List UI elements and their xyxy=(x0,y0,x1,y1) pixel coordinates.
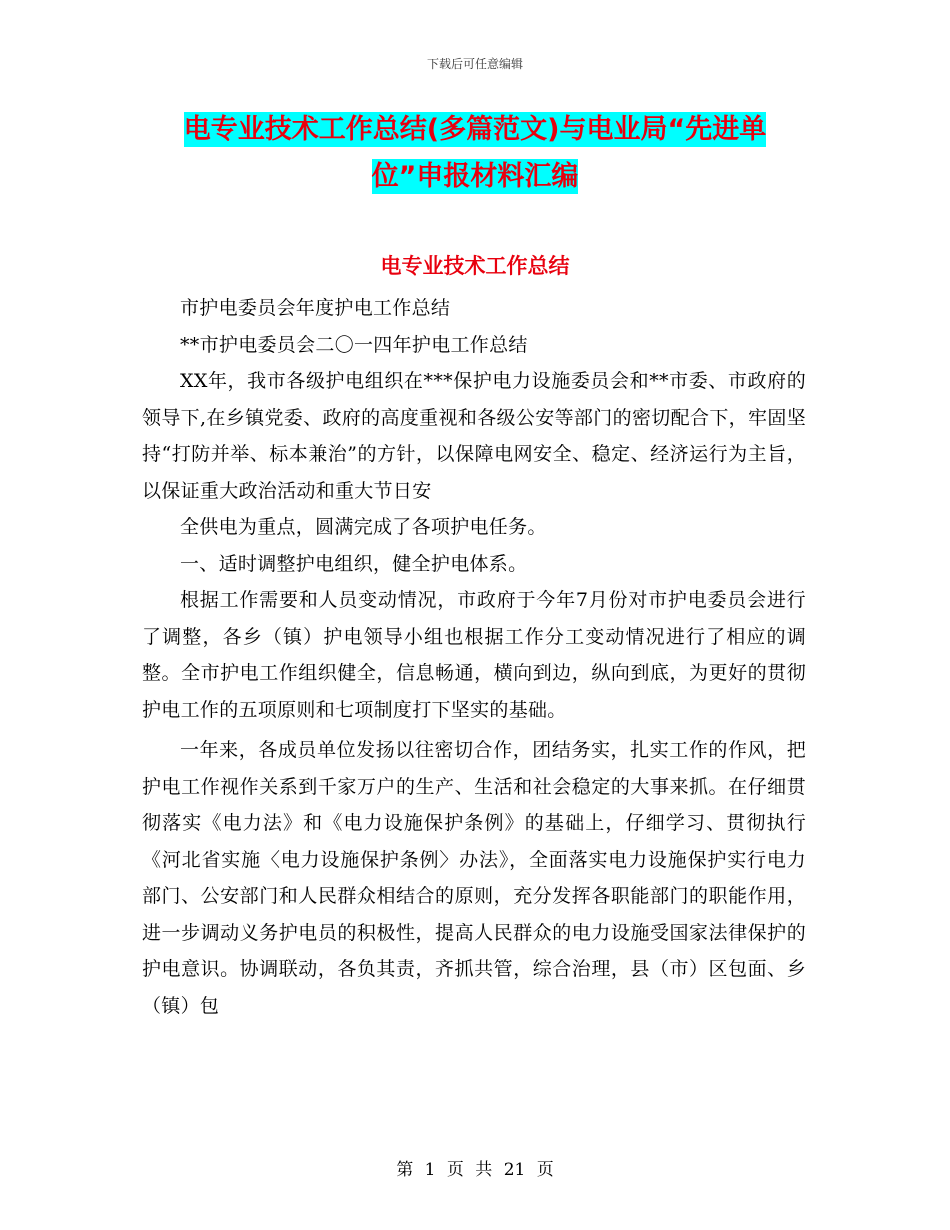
paragraph-heading: 一、适时调整护电组织，健全护电体系。 xyxy=(180,552,528,575)
paragraph: 一年来，各成员单位发扬以往密切合作，团结务实，扎实工作的作风，把护电工作视作关系到千家万户的生产、生活和社会稳定的大事来抓。在仔细贯彻落实《电力法》和《电力设施保护条例》的基础上，仔细学习、贯彻执行《河北省实施〈电力设施保护条例〉办法》，全面落实电力设施保护实行电力部门、公安部门和人民群众相结合的原则，充分发挥各职能部门的职能作用，进一步调动义务护电员的积极性，提高人民群众的电力设施受国家法律保护的护电意识。协调联动，各负其责，齐抓共管，综合治理，县（市）区包面、乡（镇）包 xyxy=(142,739,806,1017)
paragraph-subtitle-2: **市护电委员会二〇一四年护电工作总结 xyxy=(180,333,528,356)
document-body xyxy=(142,290,806,1024)
paragraph-subtitle: 市护电委员会年度护电工作总结 xyxy=(180,297,451,319)
document-title xyxy=(0,106,950,200)
document-title-line-1: 电专业技术工作总结(多篇范文)与电业局“先进单 xyxy=(183,114,767,145)
page-footer: 第 1 页 共 21 页 xyxy=(396,1160,554,1180)
document-title-line-2: 位”申报材料汇编 xyxy=(371,161,579,192)
paragraph: 全供电为重点，圆满完成了各项护电任务。 xyxy=(180,516,547,538)
paragraph: 根据工作需要和人员变动情况，市政府于今年7月份对市护电委员会进行了调整，各乡（镇）护电领导小组也根据工作分工变动情况进行了相应的调整。全市护电工作组织健全，信息畅通，横向到边，纵向到底，为更好的贯彻护电工作的五项原则和七项制度打下坚实的基础。 xyxy=(142,589,806,721)
section-title: 电专业技术工作总结 xyxy=(380,254,570,278)
header-note: 下载后可任意编辑 xyxy=(426,57,523,71)
paragraph: XX年，我市各级护电组织在***保护电力设施委员会和**市委、市政府的领导下,在乡镇党委、政府的高度重视和各级公安等部门的密切配合下，牢固坚持“打防并举、标本兼治”的方针，以保障电网安全、稳定、经济运行为主旨，以保证重大政治活动和重大节日安 xyxy=(142,370,806,502)
